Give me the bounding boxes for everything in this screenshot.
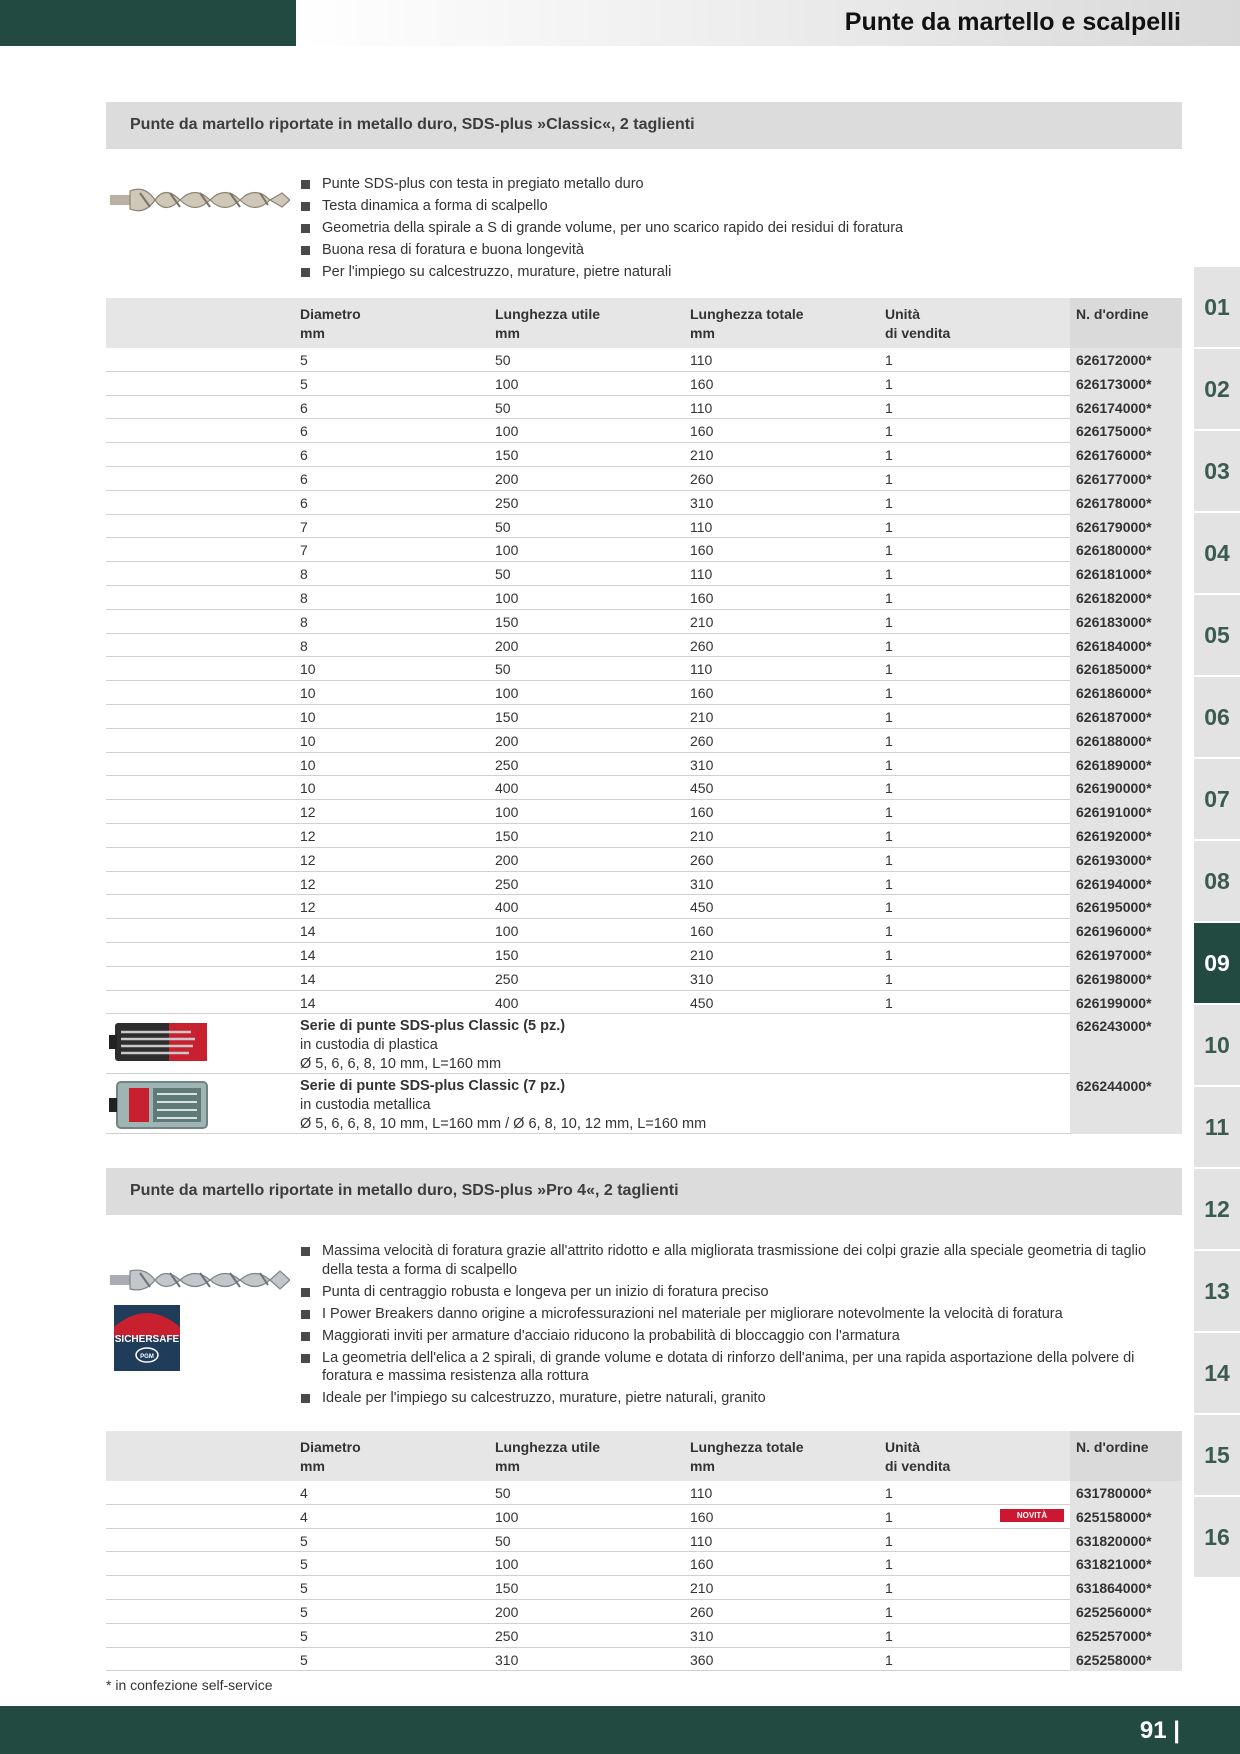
cell-lunghezza-totale: 160 (690, 589, 714, 606)
cell-unita: 1 (885, 708, 893, 725)
cell-lunghezza-totale: 110 (690, 661, 713, 678)
cell-unita: 1 (885, 1651, 893, 1668)
cell-unita: 1 (885, 827, 893, 844)
cell-order-number: 626175000* (1070, 419, 1182, 443)
table-row (106, 372, 1182, 396)
table-row (106, 919, 1182, 943)
cell-diametro: 14 (300, 946, 316, 963)
table-row (106, 967, 1182, 991)
cell-lunghezza-totale: 160 (690, 1508, 714, 1525)
table-header (106, 1431, 1182, 1481)
col-lunghezza-totale-unit: mm (690, 325, 715, 341)
cell-diametro: 5 (300, 1532, 308, 1549)
table-row (106, 419, 1182, 443)
col-diametro-unit: mm (300, 325, 325, 341)
set-order-number: 626243000* (1070, 1014, 1182, 1074)
feature-item: La geometria dell'elica a 2 spirali, di grande volume e dotata di rinforzo dell'anima, per una rapida asportazione della polvere di foratura e massima resistenza alla rottura (300, 1349, 1160, 1386)
col-lunghezza-totale: Lunghezza totale (690, 1439, 804, 1455)
page-number: 91 | (1139, 1717, 1180, 1744)
cell-order-number: 626178000* (1070, 491, 1182, 515)
cell-lunghezza-totale: 160 (690, 804, 714, 821)
cell-lunghezza-totale: 450 (690, 780, 714, 797)
cell-order-number: 631780000* (1070, 1481, 1182, 1505)
feature-item: Punta di centraggio robusta e longeva per un inizio di foratura preciso (300, 1283, 1160, 1302)
cell-unita: 1 (885, 1556, 893, 1573)
cell-diametro: 5 (300, 1651, 308, 1668)
table-row (106, 753, 1182, 777)
cell-lunghezza-utile: 100 (495, 685, 519, 702)
cell-lunghezza-utile: 400 (495, 780, 519, 797)
footer-bar (0, 1706, 1240, 1754)
set-row-7pz (106, 1074, 1182, 1134)
section1-title: Punte da martello riportate in metallo duro, SDS-plus »Classic«, 2 taglienti (106, 102, 1182, 149)
cell-lunghezza-utile: 100 (495, 542, 519, 559)
table-row (106, 895, 1182, 919)
cell-lunghezza-totale: 110 (690, 399, 713, 416)
cell-order-number: 625257000* (1070, 1624, 1182, 1648)
cell-lunghezza-totale: 310 (690, 875, 714, 892)
set-row-5pz (106, 1014, 1182, 1074)
cell-diametro: 10 (300, 661, 316, 678)
drill-bit-pro4-image (110, 1265, 290, 1295)
cell-diametro: 14 (300, 970, 316, 987)
cell-lunghezza-totale: 260 (690, 637, 714, 654)
col-lunghezza-totale-unit: mm (690, 1458, 715, 1474)
feature-item: I Power Breakers danno origine a microfessurazioni nel materiale per migliorare notevolmente la velocità di foratura (300, 1305, 1160, 1324)
section2-features (300, 1242, 1160, 1411)
table-row (106, 396, 1182, 420)
cell-order-number: 631864000* (1070, 1576, 1182, 1600)
cell-diametro: 4 (300, 1508, 308, 1525)
table-row (106, 443, 1182, 467)
section2-title: Punte da martello riportate in metallo duro, SDS-plus »Pro 4«, 2 taglienti (106, 1168, 1182, 1215)
cell-diametro: 5 (300, 1580, 308, 1597)
cell-diametro: 4 (300, 1485, 308, 1501)
cell-lunghezza-totale: 160 (690, 423, 714, 440)
cell-order-number: 626197000* (1070, 943, 1182, 967)
cell-lunghezza-utile: 100 (495, 1556, 519, 1573)
table-row (106, 1552, 1182, 1576)
cell-unita: 1 (885, 804, 893, 821)
cell-lunghezza-totale: 310 (690, 494, 714, 511)
cell-lunghezza-utile: 100 (495, 375, 519, 392)
cell-unita: 1 (885, 1532, 893, 1549)
cell-lunghezza-utile: 50 (495, 1485, 511, 1501)
cell-lunghezza-utile: 50 (495, 566, 511, 583)
cell-unita: 1 (885, 470, 893, 487)
cell-unita: 1 (885, 1580, 893, 1597)
cell-lunghezza-totale: 210 (690, 708, 714, 725)
cell-unita: 1 (885, 613, 893, 630)
page-title: Punte da martello e scalpelli (844, 8, 1181, 36)
cell-lunghezza-utile: 310 (495, 1651, 519, 1668)
cell-order-number: 626173000* (1070, 372, 1182, 396)
cell-unita: 1 (885, 423, 893, 440)
feature-item: Ideale per l'impiego su calcestruzzo, murature, pietre naturali, granito (300, 1389, 1160, 1408)
cell-unita: 1 (885, 685, 893, 702)
col-unita-2: di vendita (885, 1458, 951, 1474)
cell-unita: 1 (885, 661, 893, 678)
cell-lunghezza-totale: 160 (690, 923, 714, 940)
logo-text: SICHERSAFE (114, 1334, 180, 1345)
table-row (106, 705, 1182, 729)
cell-diametro: 5 (300, 352, 308, 368)
table-row (106, 848, 1182, 872)
cell-order-number: 626172000* (1070, 348, 1182, 372)
table-row (106, 634, 1182, 658)
table-row (106, 800, 1182, 824)
col-diametro: Diametro (300, 306, 361, 322)
cell-unita: 1 (885, 899, 893, 916)
footnote: * in confezione self-service (106, 1677, 273, 1693)
cell-order-number: 626176000* (1070, 443, 1182, 467)
cell-lunghezza-utile: 150 (495, 946, 519, 963)
chapter-tab-06[interactable]: 06 (1194, 677, 1240, 757)
cell-unita: 1 (885, 352, 893, 368)
cell-lunghezza-utile: 250 (495, 756, 519, 773)
cell-unita: 1 (885, 542, 893, 559)
new-badge: NOVITÀ (1000, 1509, 1064, 1522)
col-lunghezza-totale: Lunghezza totale (690, 306, 804, 322)
set-case-plastic-image (109, 1020, 211, 1064)
cell-lunghezza-totale: 450 (690, 994, 714, 1011)
cell-diametro: 14 (300, 923, 316, 940)
chapter-tab-10[interactable]: 10 (1194, 1005, 1240, 1085)
cell-lunghezza-totale: 110 (690, 518, 713, 535)
cell-order-number: 626181000* (1070, 562, 1182, 586)
col-lunghezza-utile-unit: mm (495, 1458, 520, 1474)
cell-lunghezza-utile: 200 (495, 851, 519, 868)
cell-unita: 1 (885, 946, 893, 963)
cell-order-number: 626198000* (1070, 967, 1182, 991)
table-row (106, 1505, 1182, 1529)
cell-order-number: 625258000* (1070, 1648, 1182, 1672)
cell-order-number: 626190000* (1070, 776, 1182, 800)
cell-lunghezza-utile: 50 (495, 399, 511, 416)
set-sizes: Ø 5, 6, 6, 8, 10 mm, L=160 mm (300, 1056, 502, 1073)
cell-diametro: 8 (300, 637, 308, 654)
cell-lunghezza-utile: 150 (495, 827, 519, 844)
cell-lunghezza-utile: 150 (495, 613, 519, 630)
chapter-tab-05[interactable]: 05 (1194, 595, 1240, 675)
cell-lunghezza-totale: 260 (690, 732, 714, 749)
cell-lunghezza-utile: 100 (495, 589, 519, 606)
cell-lunghezza-totale: 210 (690, 447, 714, 464)
cell-lunghezza-utile: 100 (495, 423, 519, 440)
cell-order-number: 626183000* (1070, 610, 1182, 634)
chapter-tab-09[interactable]: 09 (1194, 923, 1240, 1003)
cell-lunghezza-totale: 260 (690, 851, 714, 868)
table-row (106, 681, 1182, 705)
cell-lunghezza-totale: 160 (690, 375, 714, 392)
feature-item: Geometria della spirale a S di grande volume, per uno scarico rapido dei residui di foratura (300, 219, 1160, 238)
section1-table (106, 298, 1182, 1134)
cell-order-number: 626195000* (1070, 895, 1182, 919)
table-row (106, 1648, 1182, 1672)
cell-unita: 1 (885, 637, 893, 654)
col-ordine: N. d'ordine (1070, 298, 1182, 348)
col-lunghezza-utile: Lunghezza utile (495, 306, 600, 322)
cell-unita: 1 (885, 1627, 893, 1644)
cell-diametro: 12 (300, 827, 316, 844)
cell-lunghezza-utile: 250 (495, 875, 519, 892)
col-unita-2: di vendita (885, 325, 951, 341)
feature-item: Punte SDS-plus con testa in pregiato metallo duro (300, 175, 1160, 194)
cell-order-number: 626182000* (1070, 586, 1182, 610)
header-accent (0, 0, 296, 46)
cell-diametro: 14 (300, 994, 316, 1011)
table-header (106, 298, 1182, 348)
cell-unita: 1 (885, 566, 893, 583)
cell-diametro: 10 (300, 780, 316, 797)
cell-unita: 1 (885, 1485, 893, 1501)
cell-order-number: 626194000* (1070, 872, 1182, 896)
cell-lunghezza-totale: 110 (690, 1532, 713, 1549)
table-row (106, 610, 1182, 634)
logo-sub: PGM (140, 1354, 154, 1360)
chapter-tab-07[interactable]: 07 (1194, 759, 1240, 839)
table-row (106, 991, 1182, 1015)
cell-order-number: 626189000* (1070, 753, 1182, 777)
cell-lunghezza-utile: 400 (495, 994, 519, 1011)
cell-order-number: 626177000* (1070, 467, 1182, 491)
cell-order-number: 626184000* (1070, 634, 1182, 658)
cell-lunghezza-totale: 110 (690, 352, 713, 368)
cell-diametro: 12 (300, 875, 316, 892)
col-diametro-unit: mm (300, 1458, 325, 1474)
cell-order-number: 626179000* (1070, 515, 1182, 539)
set-name: Serie di punte SDS-plus Classic (5 pz.) (300, 1018, 566, 1035)
cell-lunghezza-totale: 310 (690, 1627, 714, 1644)
cell-lunghezza-totale: 310 (690, 756, 714, 773)
table-row (106, 538, 1182, 562)
cell-lunghezza-utile: 250 (495, 494, 519, 511)
cell-unita: 1 (885, 399, 893, 416)
cell-lunghezza-totale: 450 (690, 899, 714, 916)
set-sizes: Ø 5, 6, 6, 8, 10 mm, L=160 mm / Ø 6, 8, 10, 12 mm, L=160 mm (300, 1116, 707, 1133)
table-row (106, 467, 1182, 491)
feature-item: Maggiorati inviti per armature d'acciaio riducono la probabilità di bloccaggio con l'armatura (300, 1327, 1160, 1346)
chapter-tab-16[interactable]: 16 (1194, 1497, 1240, 1577)
cell-unita: 1 (885, 923, 893, 940)
cell-lunghezza-totale: 210 (690, 946, 714, 963)
cell-diametro: 10 (300, 708, 316, 725)
cell-lunghezza-utile: 400 (495, 899, 519, 916)
cell-diametro: 10 (300, 732, 316, 749)
cell-lunghezza-utile: 100 (495, 1508, 519, 1525)
chapter-tab-11[interactable]: 11 (1194, 1087, 1240, 1167)
cell-order-number: 626199000* (1070, 991, 1182, 1015)
cell-lunghezza-utile: 200 (495, 470, 519, 487)
cell-unita: 1 (885, 589, 893, 606)
table-row (106, 562, 1182, 586)
cell-lunghezza-utile: 50 (495, 1532, 511, 1549)
table-row (106, 586, 1182, 610)
set-case: in custodia metallica (300, 1097, 431, 1114)
cell-diametro: 8 (300, 566, 308, 583)
cell-order-number: 626187000* (1070, 705, 1182, 729)
cell-diametro: 8 (300, 589, 308, 606)
cell-order-number: 626174000* (1070, 396, 1182, 420)
cell-unita: 1 (885, 518, 893, 535)
chapter-tab-15[interactable]: 15 (1194, 1415, 1240, 1495)
sichersafe-logo (114, 1305, 180, 1371)
cell-lunghezza-utile: 150 (495, 1580, 519, 1597)
cell-diametro: 6 (300, 447, 308, 464)
cell-lunghezza-utile: 50 (495, 661, 511, 678)
cell-lunghezza-utile: 100 (495, 923, 519, 940)
cell-order-number: 625158000* (1070, 1505, 1182, 1529)
cell-diametro: 12 (300, 851, 316, 868)
cell-unita: 1 (885, 1603, 893, 1620)
cell-order-number: 626193000* (1070, 848, 1182, 872)
cell-lunghezza-utile: 100 (495, 804, 519, 821)
chapter-tab-13[interactable]: 13 (1194, 1251, 1240, 1331)
feature-item: Per l'impiego su calcestruzzo, murature, pietre naturali (300, 263, 1160, 282)
cell-lunghezza-totale: 160 (690, 685, 714, 702)
section2-rows (106, 1481, 1182, 1671)
section2-table (106, 1431, 1182, 1671)
col-lunghezza-utile: Lunghezza utile (495, 1439, 600, 1455)
chapter-tabs (1194, 267, 1240, 1579)
cell-unita: 1 (885, 375, 893, 392)
drill-bit-classic-image (110, 183, 290, 217)
set-name: Serie di punte SDS-plus Classic (7 pz.) (300, 1078, 566, 1095)
cell-lunghezza-utile: 250 (495, 970, 519, 987)
chapter-tab-14[interactable]: 14 (1194, 1333, 1240, 1413)
col-lunghezza-utile-unit: mm (495, 325, 520, 341)
section1-rows (106, 348, 1182, 1014)
cell-diametro: 10 (300, 685, 316, 702)
cell-lunghezza-totale: 160 (690, 1556, 714, 1573)
cell-unita: 1 (885, 780, 893, 797)
table-row (106, 943, 1182, 967)
chapter-tab-04[interactable]: 04 (1194, 513, 1240, 593)
cell-lunghezza-totale: 260 (690, 1603, 714, 1620)
cell-diametro: 12 (300, 804, 316, 821)
section1-features (300, 175, 1160, 285)
set-order-number: 626244000* (1070, 1074, 1182, 1134)
cell-diametro: 7 (300, 518, 308, 535)
table-row (106, 1576, 1182, 1600)
cell-lunghezza-utile: 200 (495, 637, 519, 654)
cell-order-number: 626185000* (1070, 657, 1182, 681)
cell-diametro: 5 (300, 1556, 308, 1573)
cell-unita: 1 (885, 970, 893, 987)
cell-diametro: 6 (300, 494, 308, 511)
cell-order-number: 626188000* (1070, 729, 1182, 753)
cell-unita: 1 (885, 732, 893, 749)
cell-unita: 1 (885, 756, 893, 773)
table-row (106, 1624, 1182, 1648)
table-row (106, 824, 1182, 848)
col-unita: Unità (885, 1439, 920, 1455)
cell-lunghezza-totale: 160 (690, 542, 714, 559)
cell-lunghezza-utile: 50 (495, 352, 511, 368)
cell-order-number: 626196000* (1070, 919, 1182, 943)
cell-order-number: 626180000* (1070, 538, 1182, 562)
cell-order-number: 626186000* (1070, 681, 1182, 705)
cell-lunghezza-utile: 150 (495, 447, 519, 464)
set-case-metal-image (109, 1080, 211, 1130)
cell-unita: 1 (885, 994, 893, 1011)
cell-lunghezza-utile: 200 (495, 1603, 519, 1620)
table-row (106, 491, 1182, 515)
cell-order-number: 631821000* (1070, 1552, 1182, 1576)
cell-lunghezza-totale: 260 (690, 470, 714, 487)
cell-lunghezza-utile: 150 (495, 708, 519, 725)
table-row (106, 1481, 1182, 1505)
cell-lunghezza-totale: 210 (690, 1580, 714, 1597)
table-row (106, 348, 1182, 372)
feature-item: Massima velocità di foratura grazie all'attrito ridotto e alla migliorata trasmissione dei colpi grazie alla speciale geometria di taglio della testa a forma di scalpello (300, 1242, 1160, 1279)
cell-unita: 1 (885, 875, 893, 892)
cell-unita: 1 (885, 494, 893, 511)
set-case: in custodia di plastica (300, 1037, 438, 1054)
cell-lunghezza-totale: 110 (690, 1485, 713, 1501)
cell-unita: 1 (885, 447, 893, 464)
cell-lunghezza-totale: 210 (690, 613, 714, 630)
cell-lunghezza-utile: 50 (495, 518, 511, 535)
cell-unita: 1 (885, 1508, 893, 1525)
cell-diametro: 10 (300, 756, 316, 773)
cell-lunghezza-utile: 250 (495, 1627, 519, 1644)
cell-lunghezza-totale: 360 (690, 1651, 714, 1668)
table-row (106, 657, 1182, 681)
table-row (106, 1600, 1182, 1624)
col-unita: Unità (885, 306, 920, 322)
cell-diametro: 7 (300, 542, 308, 559)
cell-diametro: 6 (300, 470, 308, 487)
table-row (106, 515, 1182, 539)
chapter-tab-02[interactable]: 02 (1194, 349, 1240, 429)
table-row (106, 872, 1182, 896)
chapter-tab-01[interactable]: 01 (1194, 267, 1240, 347)
cell-diametro: 12 (300, 899, 316, 916)
feature-item: Testa dinamica a forma di scalpello (300, 197, 1160, 216)
cell-diametro: 5 (300, 375, 308, 392)
chapter-tab-12[interactable]: 12 (1194, 1169, 1240, 1249)
chapter-tab-08[interactable]: 08 (1194, 841, 1240, 921)
cell-order-number: 625256000* (1070, 1600, 1182, 1624)
cell-lunghezza-totale: 210 (690, 827, 714, 844)
cell-unita: 1 (885, 851, 893, 868)
cell-lunghezza-utile: 200 (495, 732, 519, 749)
col-ordine: N. d'ordine (1070, 1431, 1182, 1481)
cell-diametro: 5 (300, 1627, 308, 1644)
chapter-tab-03[interactable]: 03 (1194, 431, 1240, 511)
cell-diametro: 6 (300, 423, 308, 440)
table-row (106, 1529, 1182, 1553)
cell-order-number: 631820000* (1070, 1529, 1182, 1553)
table-row (106, 776, 1182, 800)
col-diametro: Diametro (300, 1439, 361, 1455)
cell-diametro: 5 (300, 1603, 308, 1620)
cell-diametro: 6 (300, 399, 308, 416)
cell-order-number: 626192000* (1070, 824, 1182, 848)
cell-diametro: 8 (300, 613, 308, 630)
cell-lunghezza-totale: 310 (690, 970, 714, 987)
cell-lunghezza-totale: 110 (690, 566, 713, 583)
cell-order-number: 626191000* (1070, 800, 1182, 824)
table-row (106, 729, 1182, 753)
feature-item: Buona resa di foratura e buona longevità (300, 241, 1160, 260)
